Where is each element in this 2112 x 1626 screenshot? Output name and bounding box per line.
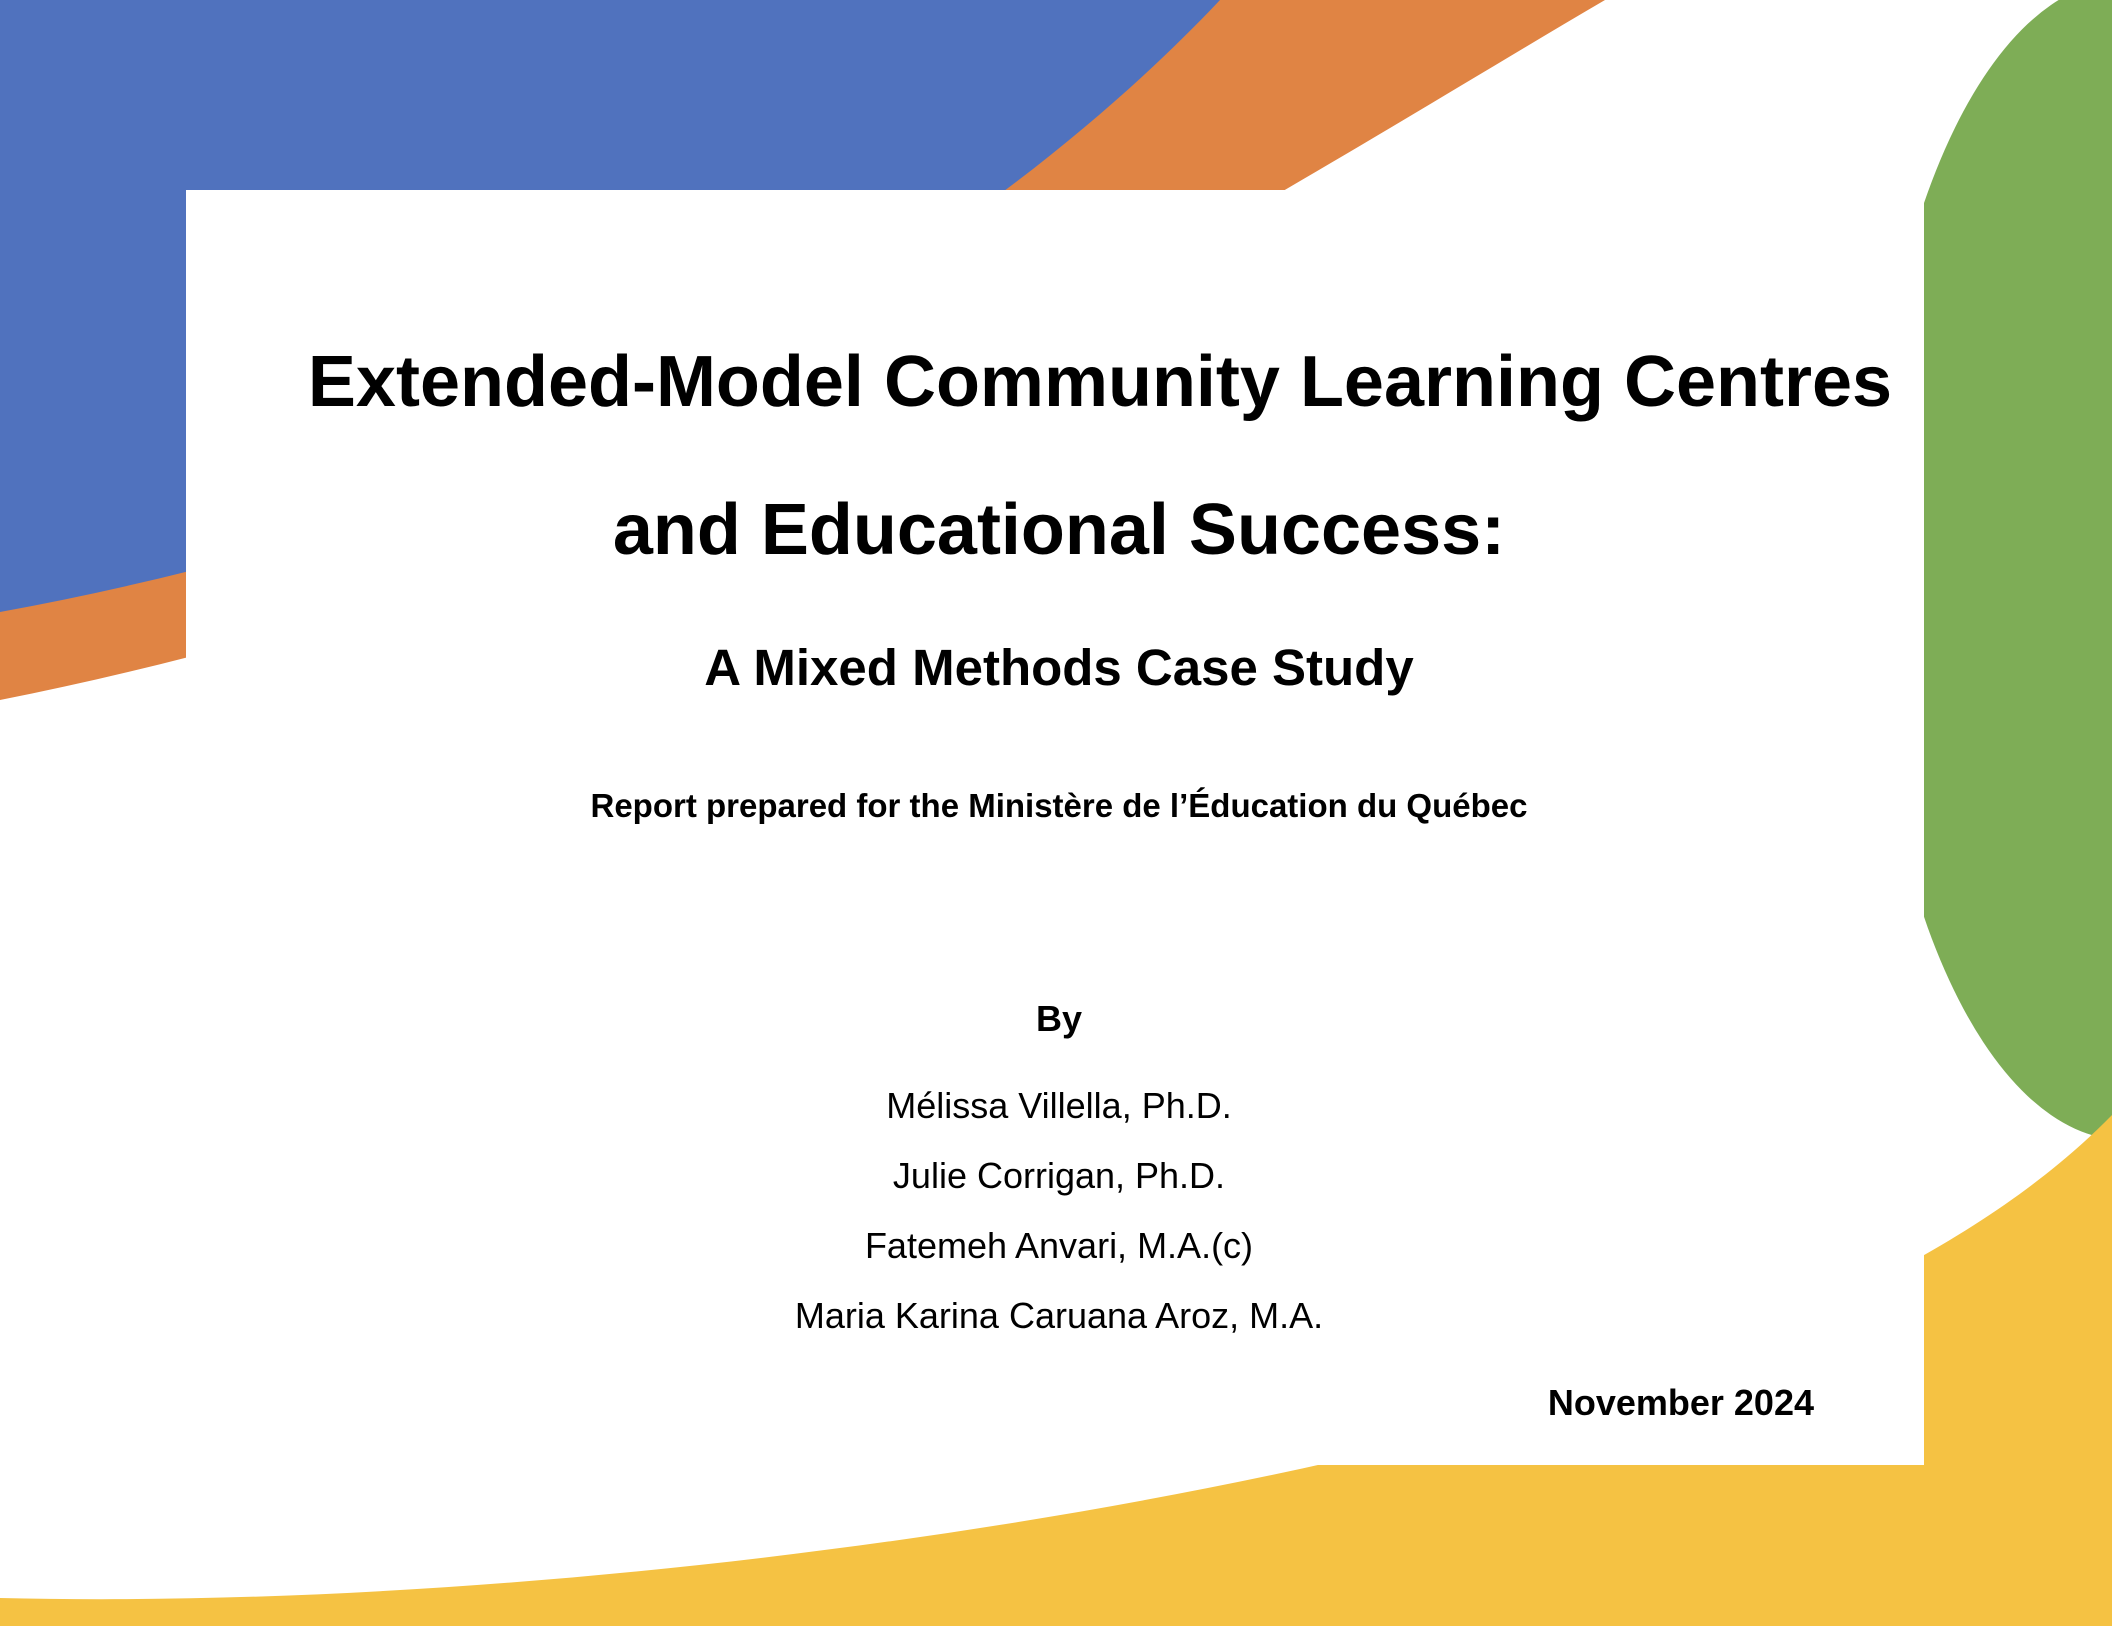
report-subtitle: A Mixed Methods Case Study xyxy=(704,639,1414,696)
report-date: November 2024 xyxy=(1547,1382,1814,1423)
by-label: By xyxy=(1035,998,1083,1039)
report-title-line-2: and Educational Success: xyxy=(612,490,1506,570)
author-name: Julie Corrigan, Ph.D. xyxy=(892,1155,1226,1196)
prepared-for-line: Report prepared for the Ministère de l’Éducation du Québec xyxy=(590,787,1528,824)
cover-content xyxy=(186,190,1924,1465)
author-name: Maria Karina Caruana Aroz, M.A. xyxy=(794,1295,1324,1336)
report-title-line-1: Extended-Model Community Learning Centres xyxy=(307,342,1893,422)
author-name: Fatemeh Anvari, M.A.(c) xyxy=(864,1225,1254,1266)
author-name: Mélissa Villella, Ph.D. xyxy=(886,1085,1232,1126)
